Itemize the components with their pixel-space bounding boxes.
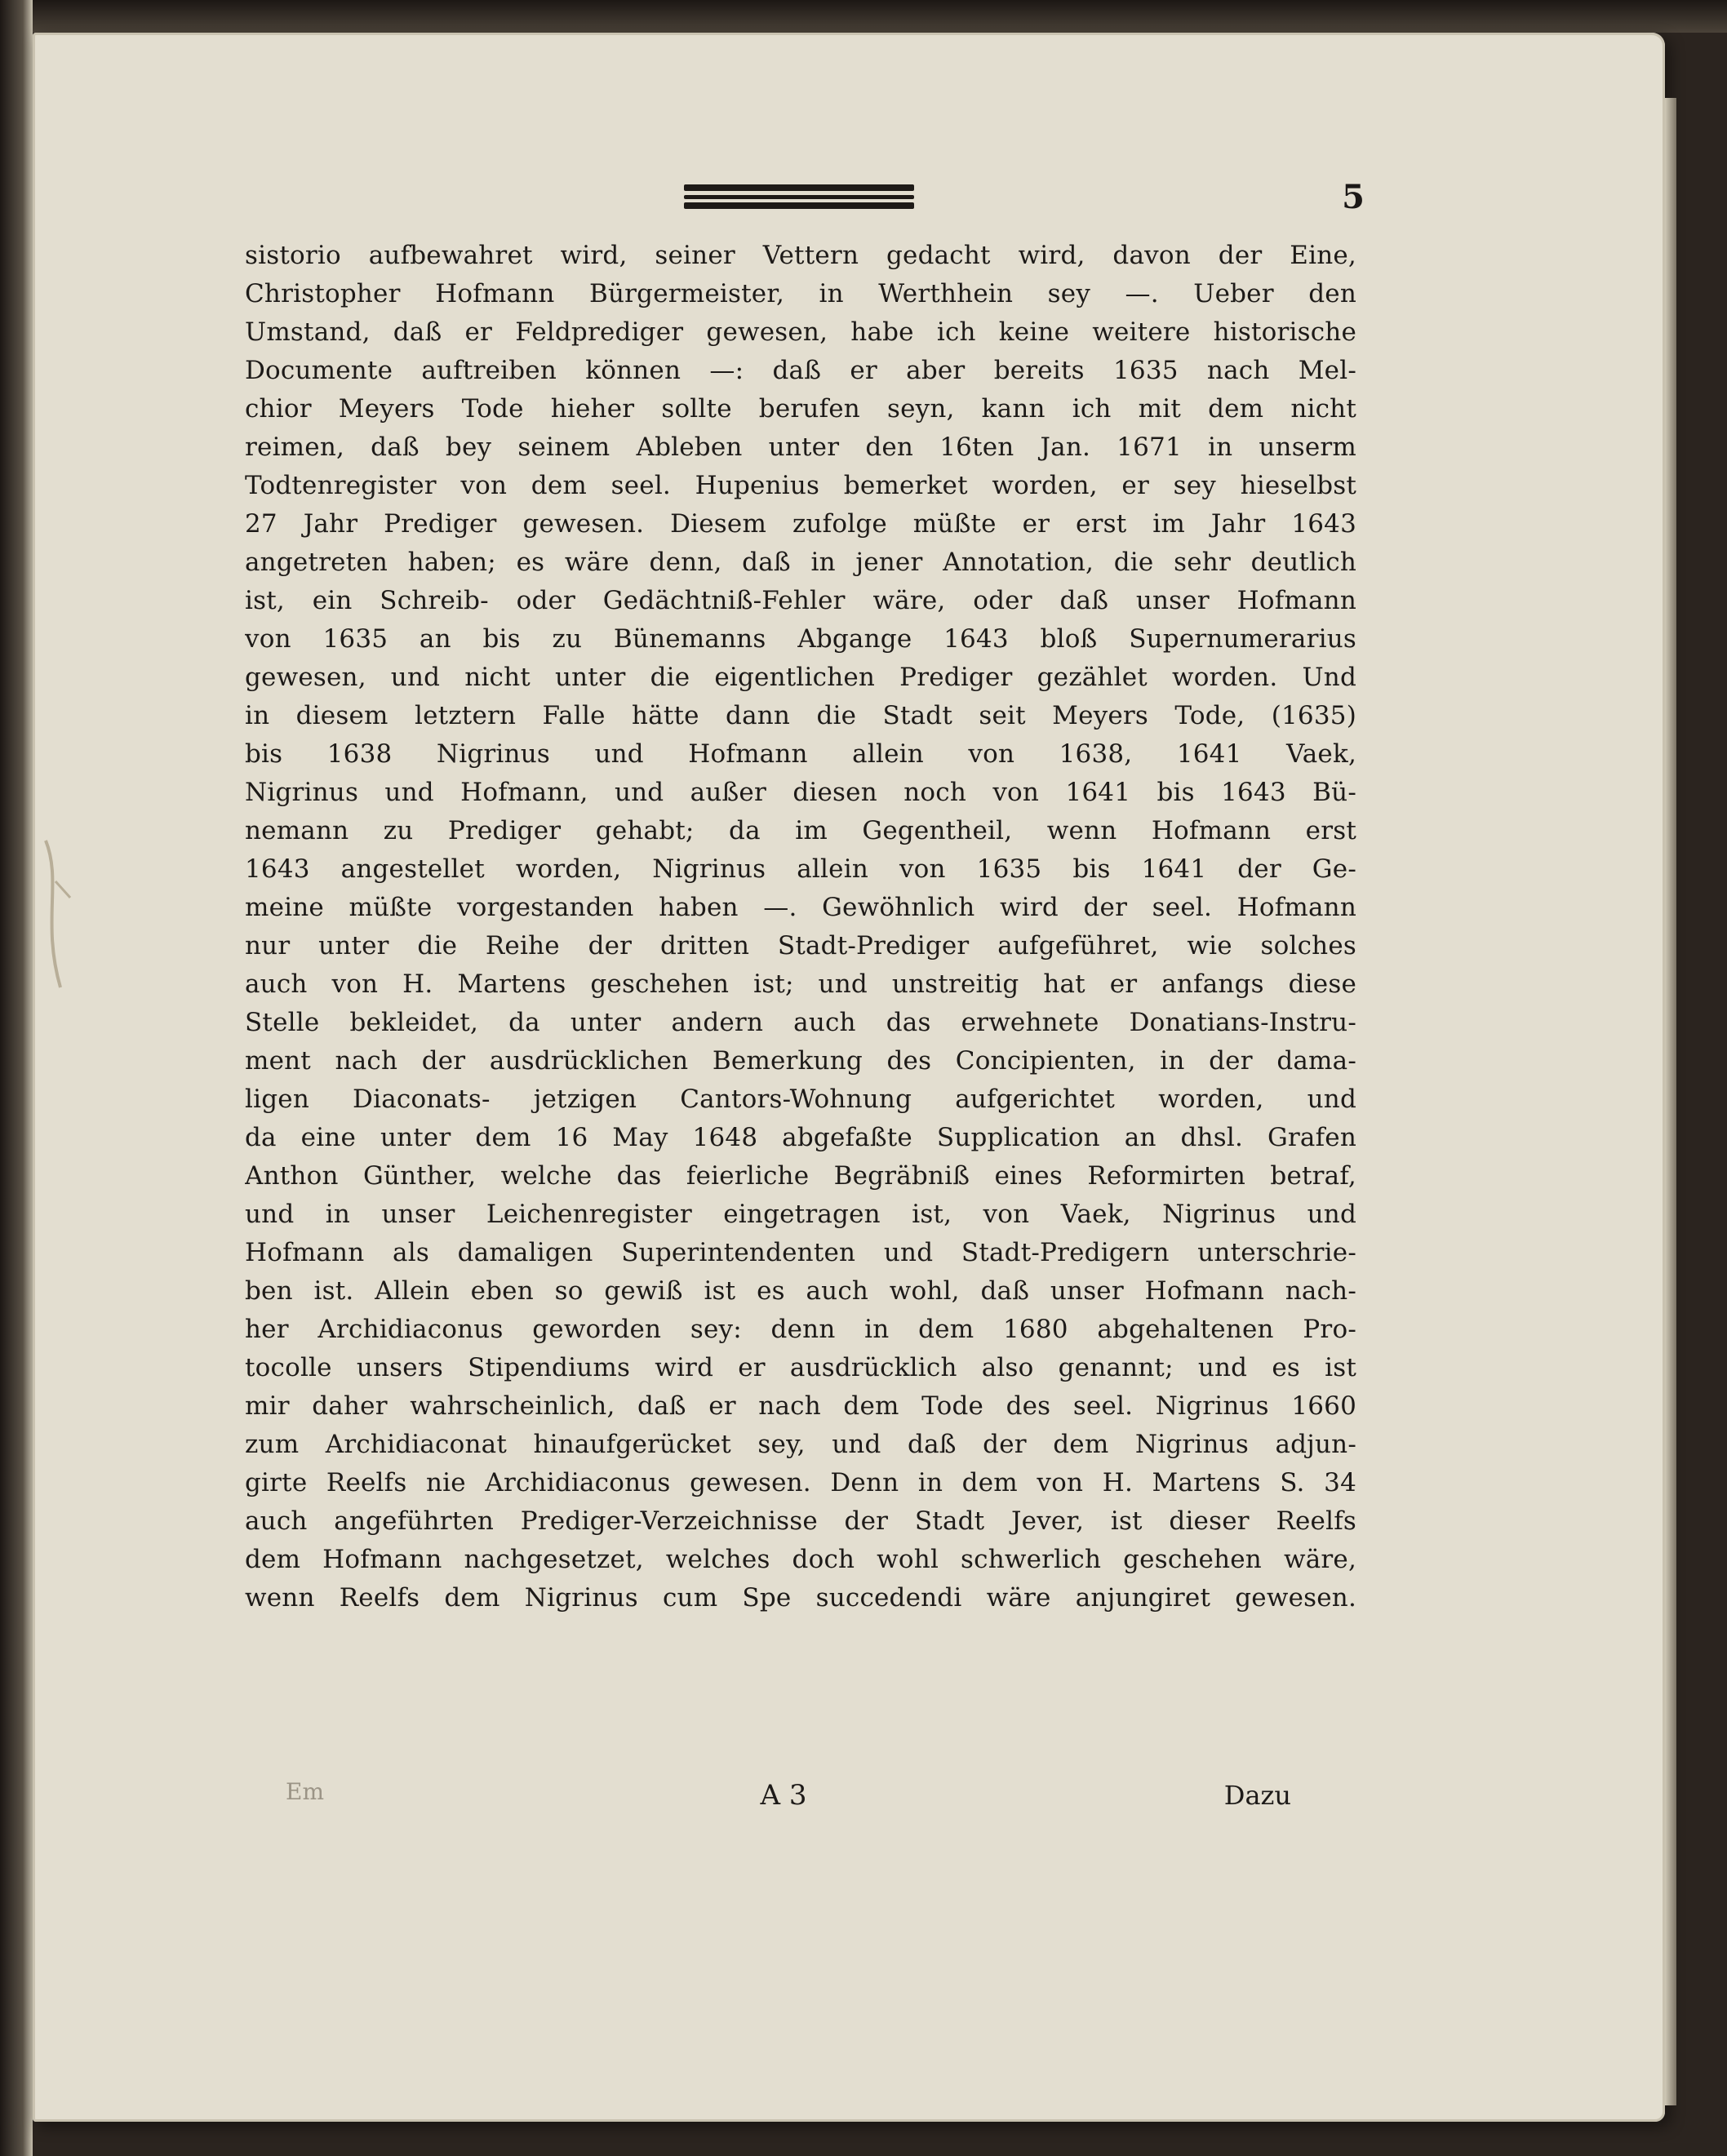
text-line: von 1635 an bis zu Bünemanns Abgange 1643 bloß Supernumerarius	[245, 624, 1356, 654]
text-line: Nigrinus und Hofmann, und außer diesen noch von 1641 bis 1643 Bü-	[245, 778, 1356, 807]
binding-shadow	[0, 0, 33, 2156]
text-line: Todtenregister von dem seel. Hupenius bemerket worden, er sey hieselbst	[245, 471, 1356, 500]
text-line: tocolle unsers Stipendiums wird er ausdrücklich also genannt; und es ist	[245, 1353, 1356, 1382]
text-line: ment nach der ausdrücklichen Bemerkung des Concipienten, in der dama-	[245, 1046, 1356, 1076]
text-line: auch angeführten Prediger-Verzeichnisse der Stadt Jever, ist dieser Reelfs	[245, 1506, 1356, 1536]
text-line: und in unser Leichenregister eingetragen ist, von Vaek, Nigrinus und	[245, 1200, 1356, 1229]
body-text	[245, 237, 1356, 1771]
text-line: Christopher Hofmann Bürgermeister, in Werthhein sey —. Ueber den	[245, 279, 1356, 308]
text-line: ben ist. Allein eben so gewiß ist es auch wohl, daß unser Hofmann nach-	[245, 1276, 1356, 1306]
text-line: da eine unter dem 16 May 1648 abgefaßte Supplication an dhsl. Grafen	[245, 1123, 1356, 1152]
text-line: wenn Reelfs dem Nigrinus cum Spe succedendi wäre anjungiret gewesen.	[245, 1583, 1356, 1613]
text-line: meine müßte vorgestanden haben —. Gewöhnlich wird der seel. Hofmann	[245, 893, 1356, 922]
text-line: ist, ein Schreib- oder Gedächtniß-Fehler wäre, oder daß unser Hofmann	[245, 586, 1356, 615]
page-number: 5	[1342, 178, 1365, 216]
catchword: Dazu	[1223, 1780, 1291, 1811]
text-line: angetreten haben; es wäre denn, daß in jener Annotation, die sehr deutlich	[245, 548, 1356, 577]
text-line: gewesen, und nicht unter die eigentlichen Prediger gezählet worden. Und	[245, 663, 1356, 692]
text-line: Anthon Günther, welche das feierliche Begräbniß eines Reformirten betraf,	[245, 1161, 1356, 1191]
text-line: Documente auftreiben können —: daß er aber bereits 1635 nach Mel-	[245, 356, 1356, 385]
text-line: reimen, daß bey seinem Ableben unter den 16ten Jan. 1671 in unserm	[245, 433, 1356, 462]
header-rule-ornament	[684, 184, 914, 209]
text-line: chior Meyers Tode hieher sollte berufen seyn, kann ich mit dem nicht	[245, 394, 1356, 424]
text-line: Stelle bekleidet, da unter andern auch das erwehnete Donatians-Instru-	[245, 1008, 1356, 1037]
text-line: Umstand, daß er Feldprediger gewesen, habe ich keine weitere historische	[245, 317, 1356, 347]
text-line: nur unter die Reihe der dritten Stadt-Prediger aufgeführet, wie solches	[245, 931, 1356, 960]
text-line: 1643 angestellet worden, Nigrinus allein von 1635 bis 1641 der Ge-	[245, 854, 1356, 884]
text-line: sistorio aufbewahret wird, seiner Vettern gedacht wird, davon der Eine,	[245, 241, 1356, 270]
text-line: nemann zu Prediger gehabt; da im Gegentheil, wenn Hofmann erst	[245, 816, 1356, 845]
text-line: 27 Jahr Prediger gewesen. Diesem zufolge müßte er erst im Jahr 1643	[245, 509, 1356, 539]
text-line: girte Reelfs nie Archidiaconus gewesen. Denn in dem von H. Martens S. 34	[245, 1468, 1356, 1497]
top-shadow	[0, 0, 1727, 33]
page-footer	[245, 1771, 1356, 1820]
signature-mark: A 3	[760, 1779, 807, 1812]
text-line: ligen Diaconats- jetzigen Cantors-Wohnung aufgerichtet worden, und	[245, 1085, 1356, 1114]
text-line: auch von H. Martens geschehen ist; und unstreitig hat er anfangs diese	[245, 969, 1356, 999]
text-line: bis 1638 Nigrinus und Hofmann allein von 1638, 1641 Vaek,	[245, 739, 1356, 769]
bleed-through-text: Em	[286, 1778, 324, 1805]
paper-crease	[38, 832, 78, 996]
page-edge	[1665, 98, 1676, 2105]
text-line: zum Archidiaconat hinaufgerücket sey, und daß der dem Nigrinus adjun-	[245, 1430, 1356, 1459]
text-line: mir daher wahrscheinlich, daß er nach dem Tode des seel. Nigrinus 1660	[245, 1391, 1356, 1421]
text-line: Hofmann als damaligen Superintendenten und Stadt-Predigern unterschrie-	[245, 1238, 1356, 1267]
text-line: her Archidiaconus geworden sey: denn in dem 1680 abgehaltenen Pro-	[245, 1315, 1356, 1344]
text-line: in diesem letztern Falle hätte dann die Stadt seit Meyers Tode, (1635)	[245, 701, 1356, 730]
text-line: dem Hofmann nachgesetzet, welches doch wohl schwerlich geschehen wäre,	[245, 1545, 1356, 1574]
